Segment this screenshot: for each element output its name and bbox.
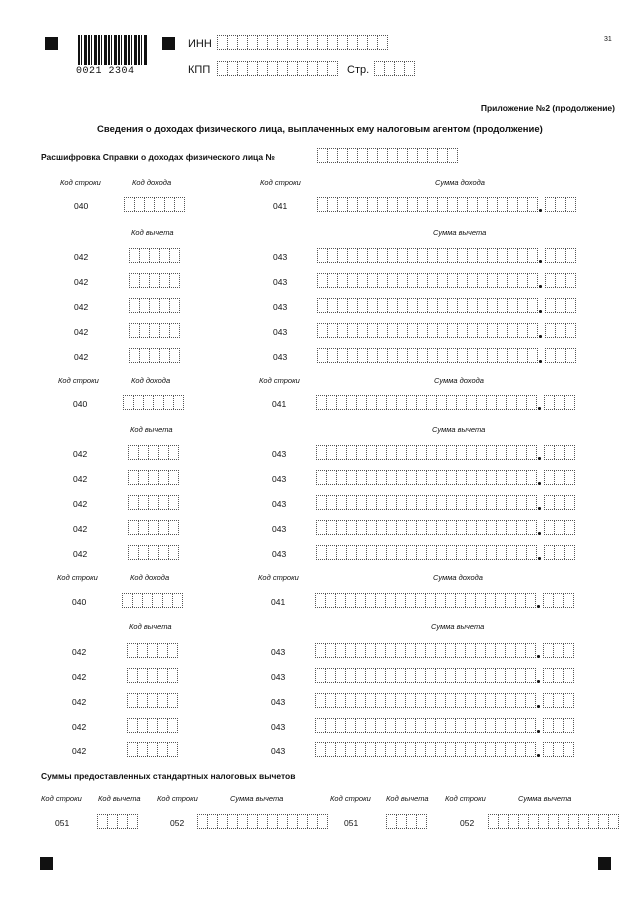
standard-deduction-amount-cells[interactable] bbox=[488, 814, 619, 829]
col-line-code-label: Код строки bbox=[60, 178, 101, 187]
standard-deduction-code-cells[interactable] bbox=[97, 814, 138, 829]
deduction-code-cells[interactable] bbox=[127, 643, 178, 658]
line-code-043: 043 bbox=[273, 302, 288, 312]
col-line-code-label: Код строки bbox=[260, 178, 301, 187]
line-code-041: 041 bbox=[273, 201, 288, 211]
income-code-cells[interactable] bbox=[124, 197, 185, 212]
deduction-amount-kopeck-cells[interactable] bbox=[543, 668, 574, 683]
certificate-label: Расшифровка Справки о доходах физического лица № bbox=[41, 152, 275, 162]
deduction-amount-kopeck-cells[interactable] bbox=[544, 520, 575, 535]
deduction-code-cells[interactable] bbox=[128, 545, 179, 560]
income-amount-cells[interactable] bbox=[316, 395, 537, 410]
deduction-amount-kopeck-cells[interactable] bbox=[544, 445, 575, 460]
page-cells[interactable] bbox=[374, 61, 415, 76]
decimal-point bbox=[539, 360, 542, 363]
line-code-052: 052 bbox=[170, 818, 185, 828]
deduction-amount-cells[interactable] bbox=[317, 323, 538, 338]
line-code-043: 043 bbox=[272, 549, 287, 559]
line-code-042: 042 bbox=[74, 252, 89, 262]
line-code-042: 042 bbox=[74, 327, 89, 337]
col-line-code-label: Код строки bbox=[330, 794, 371, 803]
income-code-cells[interactable] bbox=[123, 395, 184, 410]
line-code-042: 042 bbox=[72, 697, 87, 707]
line-code-042: 042 bbox=[73, 474, 88, 484]
decimal-point bbox=[537, 655, 540, 658]
col-deduction-code-label: Код вычета bbox=[386, 794, 429, 803]
deduction-amount-cells[interactable] bbox=[317, 273, 538, 288]
line-code-042: 042 bbox=[74, 277, 89, 287]
line-code-043: 043 bbox=[272, 524, 287, 534]
line-code-042: 042 bbox=[74, 302, 89, 312]
deduction-amount-kopeck-cells[interactable] bbox=[545, 248, 576, 263]
line-code-040: 040 bbox=[73, 399, 88, 409]
col-income-code-label: Код дохода bbox=[131, 376, 171, 385]
form-title: Сведения о доходах физического лица, выплаченных ему налоговым агентом (продолжение) bbox=[97, 124, 543, 135]
deduction-code-cells[interactable] bbox=[129, 323, 180, 338]
col-income-amount-label: Сумма дохода bbox=[435, 178, 485, 187]
deduction-amount-cells[interactable] bbox=[316, 445, 537, 460]
line-code-043: 043 bbox=[273, 327, 288, 337]
deduction-code-cells[interactable] bbox=[127, 668, 178, 683]
line-code-040: 040 bbox=[72, 597, 87, 607]
deduction-amount-kopeck-cells[interactable] bbox=[543, 742, 574, 757]
deduction-amount-cells[interactable] bbox=[315, 742, 536, 757]
deduction-amount-cells[interactable] bbox=[315, 643, 536, 658]
decimal-point bbox=[537, 730, 540, 733]
deduction-code-cells[interactable] bbox=[127, 718, 178, 733]
col-income-code-label: Код дохода bbox=[130, 573, 170, 582]
line-code-051: 051 bbox=[55, 818, 70, 828]
decimal-point bbox=[539, 260, 542, 263]
line-code-043: 043 bbox=[272, 499, 287, 509]
deduction-amount-kopeck-cells[interactable] bbox=[545, 348, 576, 363]
alignment-marker-bottom-right bbox=[598, 857, 611, 870]
page-corner-number: 31 bbox=[604, 36, 612, 43]
col-line-code-label: Код строки bbox=[258, 573, 299, 582]
deduction-amount-cells[interactable] bbox=[317, 298, 538, 313]
col-deduction-code-label: Код вычета bbox=[130, 425, 173, 434]
line-code-043: 043 bbox=[272, 449, 287, 459]
line-code-041: 041 bbox=[271, 597, 286, 607]
deduction-code-cells[interactable] bbox=[127, 693, 178, 708]
line-code-051: 051 bbox=[344, 818, 359, 828]
deduction-code-cells[interactable] bbox=[127, 742, 178, 757]
line-code-043: 043 bbox=[271, 647, 286, 657]
deduction-amount-cells[interactable] bbox=[316, 520, 537, 535]
line-code-042: 042 bbox=[73, 524, 88, 534]
line-code-052: 052 bbox=[460, 818, 475, 828]
col-line-code-label: Код строки bbox=[445, 794, 486, 803]
line-code-040: 040 bbox=[74, 201, 89, 211]
col-deduction-amount-label: Сумма вычета bbox=[433, 228, 487, 237]
standard-deduction-code-cells[interactable] bbox=[386, 814, 427, 829]
line-code-043: 043 bbox=[271, 746, 286, 756]
barcode-image bbox=[78, 35, 148, 65]
col-deduction-code-label: Код вычета bbox=[98, 794, 141, 803]
deduction-code-cells[interactable] bbox=[128, 445, 179, 460]
income-code-cells[interactable] bbox=[122, 593, 183, 608]
deduction-code-cells[interactable] bbox=[129, 273, 180, 288]
line-code-042: 042 bbox=[73, 549, 88, 559]
col-line-code-label: Код строки bbox=[157, 794, 198, 803]
certificate-number-cells[interactable] bbox=[317, 148, 458, 163]
deduction-amount-cells[interactable] bbox=[316, 470, 537, 485]
deduction-amount-cells[interactable] bbox=[315, 718, 536, 733]
line-code-043: 043 bbox=[271, 697, 286, 707]
decimal-point bbox=[538, 507, 541, 510]
line-code-042: 042 bbox=[73, 499, 88, 509]
deduction-code-cells[interactable] bbox=[128, 495, 179, 510]
line-code-042: 042 bbox=[73, 449, 88, 459]
line-code-043: 043 bbox=[273, 252, 288, 262]
deduction-amount-cells[interactable] bbox=[317, 348, 538, 363]
income-amount-cells[interactable] bbox=[315, 593, 536, 608]
col-line-code-label: Код строки bbox=[57, 573, 98, 582]
deduction-amount-cells[interactable] bbox=[317, 248, 538, 263]
col-income-amount-label: Сумма дохода bbox=[434, 376, 484, 385]
deduction-amount-kopeck-cells[interactable] bbox=[545, 298, 576, 313]
deduction-amount-cells[interactable] bbox=[316, 545, 537, 560]
decimal-point bbox=[537, 680, 540, 683]
line-code-041: 041 bbox=[272, 399, 287, 409]
line-code-042: 042 bbox=[72, 722, 87, 732]
deduction-amount-kopeck-cells[interactable] bbox=[545, 273, 576, 288]
col-deduction-code-label: Код вычета bbox=[129, 622, 172, 631]
deduction-amount-kopeck-cells[interactable] bbox=[543, 643, 574, 658]
deduction-code-cells[interactable] bbox=[128, 520, 179, 535]
decimal-point bbox=[538, 532, 541, 535]
col-deduction-amount-label: Сумма вычета bbox=[518, 794, 572, 803]
standard-deduction-amount-cells[interactable] bbox=[197, 814, 328, 829]
col-deduction-amount-label: Сумма вычета bbox=[432, 425, 486, 434]
decimal-point bbox=[539, 335, 542, 338]
deduction-code-cells[interactable] bbox=[129, 248, 180, 263]
decimal-point bbox=[537, 605, 540, 608]
kpp-cells[interactable] bbox=[217, 61, 338, 76]
decimal-point bbox=[538, 557, 541, 560]
deduction-amount-cells[interactable] bbox=[315, 693, 536, 708]
deduction-amount-cells[interactable] bbox=[316, 495, 537, 510]
deduction-amount-kopeck-cells[interactable] bbox=[544, 495, 575, 510]
line-code-043: 043 bbox=[272, 474, 287, 484]
income-amount-cells[interactable] bbox=[317, 197, 538, 212]
line-code-043: 043 bbox=[271, 672, 286, 682]
line-code-042: 042 bbox=[74, 352, 89, 362]
decimal-point bbox=[538, 482, 541, 485]
decimal-point bbox=[539, 209, 542, 212]
deduction-amount-kopeck-cells[interactable] bbox=[545, 323, 576, 338]
decimal-point bbox=[537, 754, 540, 757]
col-income-code-label: Код дохода bbox=[132, 178, 172, 187]
col-line-code-label: Код строки bbox=[41, 794, 82, 803]
line-code-042: 042 bbox=[72, 746, 87, 756]
decimal-point bbox=[538, 457, 541, 460]
line-code-043: 043 bbox=[271, 722, 286, 732]
col-line-code-label: Код строки bbox=[259, 376, 300, 385]
line-code-043: 043 bbox=[273, 277, 288, 287]
col-deduction-amount-label: Сумма вычета bbox=[431, 622, 485, 631]
deduction-code-cells[interactable] bbox=[129, 298, 180, 313]
deduction-amount-cells[interactable] bbox=[315, 668, 536, 683]
line-code-043: 043 bbox=[273, 352, 288, 362]
deduction-amount-kopeck-cells[interactable] bbox=[544, 545, 575, 560]
deduction-amount-kopeck-cells[interactable] bbox=[543, 718, 574, 733]
decimal-point bbox=[539, 310, 542, 313]
line-code-042: 042 bbox=[72, 647, 87, 657]
decimal-point bbox=[539, 285, 542, 288]
col-line-code-label: Код строки bbox=[58, 376, 99, 385]
col-income-amount-label: Сумма дохода bbox=[433, 573, 483, 582]
deduction-amount-kopeck-cells[interactable] bbox=[543, 693, 574, 708]
col-deduction-amount-label: Сумма вычета bbox=[230, 794, 284, 803]
deduction-code-cells[interactable] bbox=[128, 470, 179, 485]
income-amount-kopeck-cells[interactable] bbox=[543, 593, 574, 608]
barcode-number: 0021 2304 bbox=[76, 66, 135, 77]
inn-label: ИНН bbox=[188, 38, 212, 50]
kpp-label: КПП bbox=[188, 64, 211, 76]
inn-cells[interactable] bbox=[217, 35, 388, 50]
deduction-code-cells[interactable] bbox=[129, 348, 180, 363]
income-amount-kopeck-cells[interactable] bbox=[544, 395, 575, 410]
line-code-042: 042 bbox=[72, 672, 87, 682]
income-amount-kopeck-cells[interactable] bbox=[545, 197, 576, 212]
page-label: Стр. bbox=[347, 64, 370, 76]
appendix-label: Приложение №2 (продолжение) bbox=[480, 103, 615, 113]
decimal-point bbox=[538, 407, 541, 410]
alignment-marker-top-left bbox=[45, 37, 58, 50]
decimal-point bbox=[537, 705, 540, 708]
deduction-amount-kopeck-cells[interactable] bbox=[544, 470, 575, 485]
alignment-marker-top-right bbox=[162, 37, 175, 50]
standard-deductions-title: Суммы предоставленных стандартных налоговых вычетов bbox=[41, 771, 296, 781]
alignment-marker-bottom-left bbox=[40, 857, 53, 870]
col-deduction-code-label: Код вычета bbox=[131, 228, 174, 237]
